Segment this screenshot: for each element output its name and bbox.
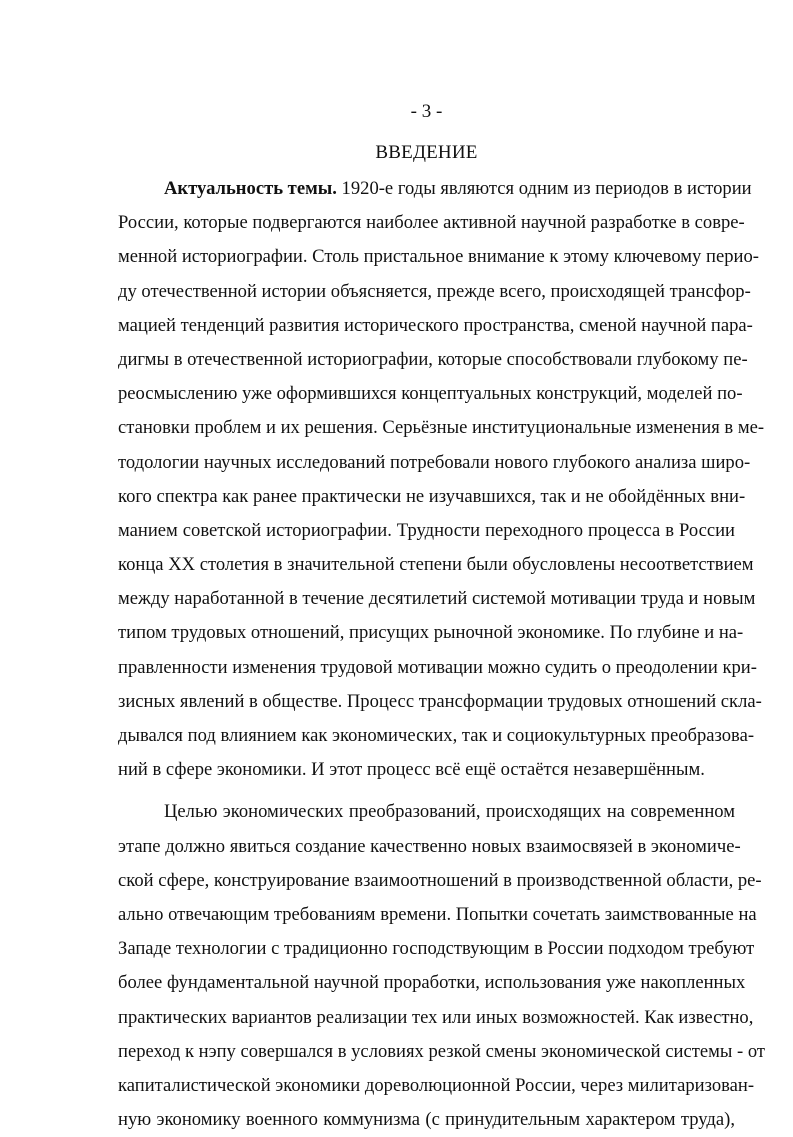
section-heading: ВВЕДЕНИЕ [375, 142, 478, 163]
text-line: типом трудовых отношений, присущих рыночной экономике. По глубине и на- [118, 622, 744, 644]
text-line: кого спектра как ранее практически не изучавшихся, так и не обойдённых вни- [118, 485, 746, 507]
text-line: этапе должно явиться создание качественно новых взаимосвязей в экономиче- [118, 835, 741, 857]
text-line: ской сфере, конструирование взаимоотношений в производственной области, ре- [118, 869, 762, 891]
text-line: дигмы в отечественной историографии, которые способствовали глубокому пе- [118, 348, 748, 370]
text-line: между наработанной в течение десятилетий системой мотивации труда и новым [118, 588, 756, 610]
paragraph-2 [118, 795, 766, 1137]
text-line: правленности изменения трудовой мотивации можно судить о преодолении кри- [118, 656, 757, 678]
lead-phrase: Актуальность темы. [164, 178, 337, 199]
text-line: ний в сфере экономики. И этот процесс всё ещё остаётся незавершённым. [118, 759, 705, 781]
text-line: зисных явлений в обществе. Процесс трансформации трудовых отношений скла- [118, 690, 762, 712]
paragraph-1 [118, 172, 765, 787]
text-line: дывался под влиянием как экономических, так и социокультурных преобразова- [118, 725, 755, 746]
text-line: России, которые подвергаются наиболее активной научной разработке в совре- [118, 212, 745, 234]
text-line: тодологии научных исследований потребовали нового глубокого анализа широ- [118, 451, 751, 473]
text-line: реосмыслению уже оформившихся концептуальных конструкций, моделей по- [118, 383, 743, 405]
text-line: ально отвечающим требованиям времени. Попытки сочетать заимствованные на [118, 903, 757, 925]
text-line: мацией тенденций развития исторического пространства, сменой научной пара- [118, 314, 753, 336]
text-line: манием советской историографии. Трудности переходного процесса в России [118, 519, 735, 541]
text-line: ную экономику военного коммунизма (с принудительным характером труда), [118, 1109, 735, 1131]
paragraph-gap [118, 787, 735, 795]
paragraph-1-line-1-text: 1920-е годы являются одним из периодов в истории [336, 178, 752, 199]
body-text [118, 172, 766, 1137]
text-line: Западе технологии с традиционно господствующим в России подходом требуют [118, 938, 755, 960]
text-line: практических вариантов реализации тех или иных возможностей. Как известно, [118, 1006, 754, 1028]
text-line: капиталистической экономики дореволюционной России, через милитаризован- [118, 1074, 755, 1096]
paragraph-1-line-1 [118, 172, 752, 206]
text-line: становки проблем и их решения. Серьёзные институциональные изменения в ме- [118, 417, 765, 439]
text-line: переход к нэпу совершался в условиях резкой смены экономической системы - от [118, 1040, 766, 1062]
text-line: более фундаментальной научной проработки, использования уже накопленных [118, 972, 746, 994]
text-line: менной историографии. Столь пристальное внимание к этому ключевому перио- [118, 246, 759, 268]
page-number: - 3 - [410, 101, 443, 122]
text-line: ду отечественной истории объясняется, прежде всего, происходящей трансфор- [118, 280, 751, 302]
text-line: Целью экономических преобразований, происходящих на современном [164, 801, 735, 823]
text-line: конца XX столетия в значительной степени были обусловлены несоответствием [118, 554, 754, 576]
